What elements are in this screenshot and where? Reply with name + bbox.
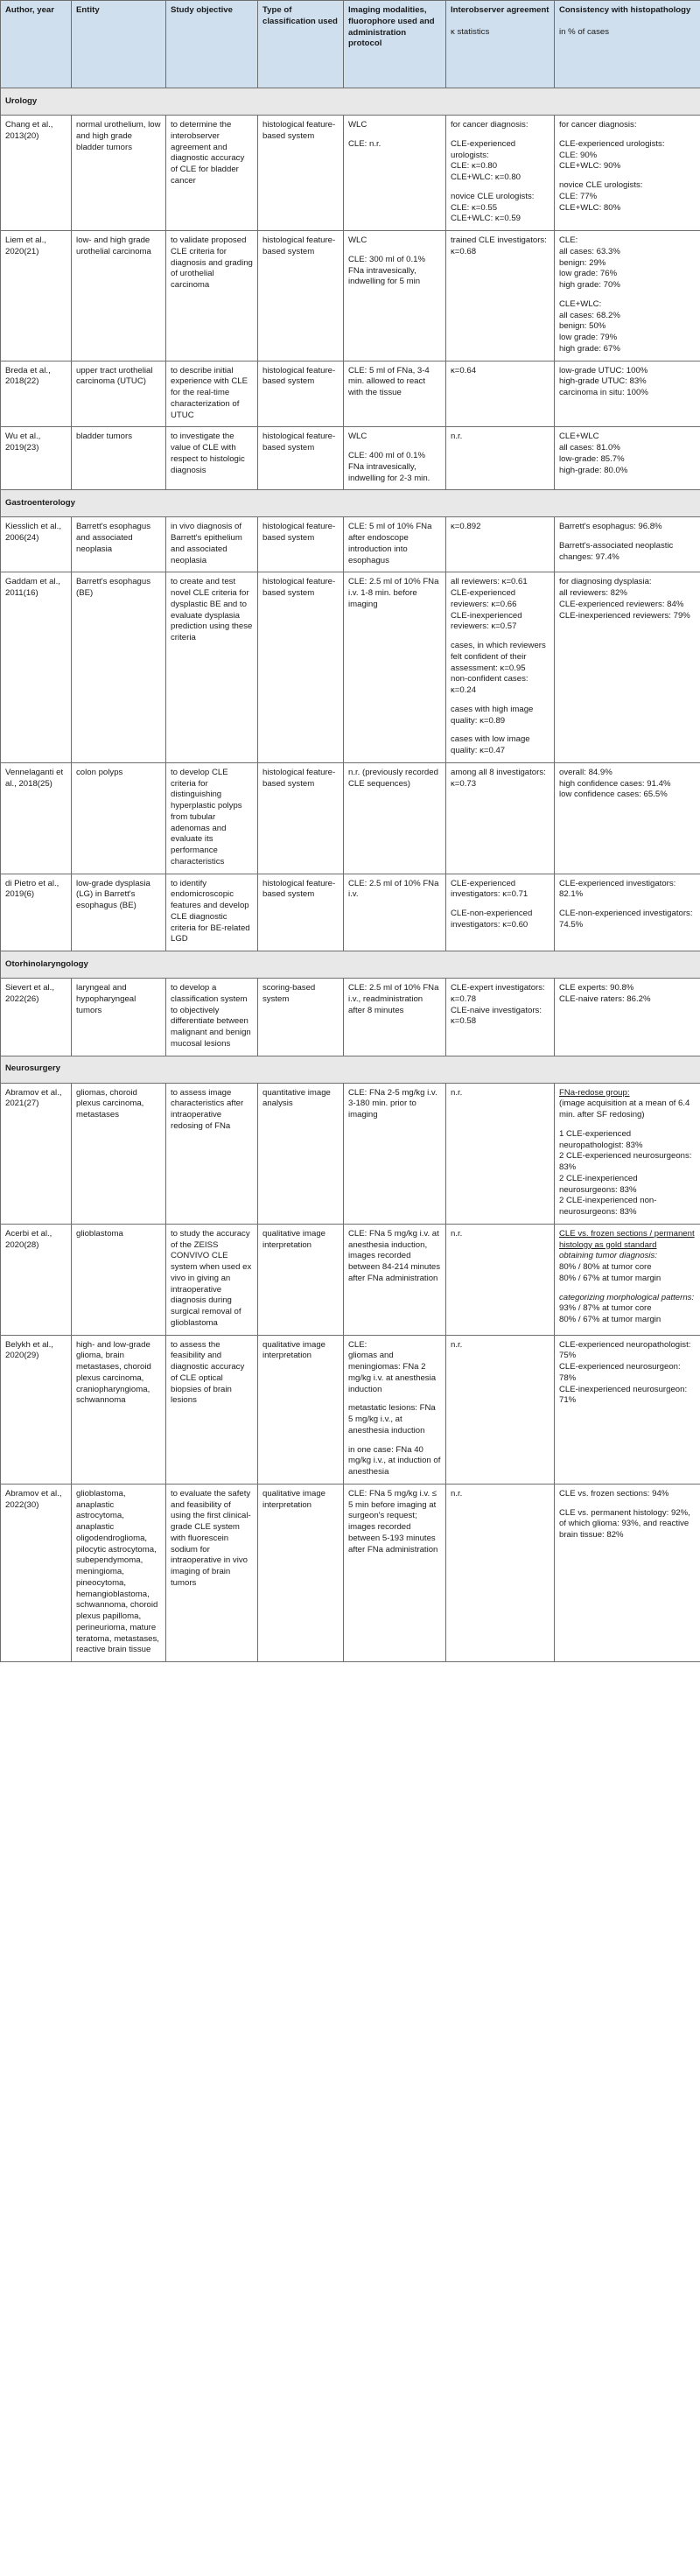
objective-cell xyxy=(166,427,258,490)
imaging-paragraph: WLC xyxy=(348,120,368,130)
objective-text: in vivo diagnosis of Barrett's epithelium and associated neoplasia xyxy=(171,522,242,565)
imaging-paragraph: in one case: FNa 40 mg/kg i.v., at induction of anesthesia xyxy=(348,1444,441,1477)
author-cell xyxy=(1,1484,72,1661)
classification-text: qualitative image interpretation xyxy=(262,1228,326,1250)
objective-cell xyxy=(166,1484,258,1661)
author-text: Abramov et al., 2021(27) xyxy=(5,1087,62,1109)
interobserver-cell xyxy=(446,231,555,361)
consistency-cell xyxy=(555,517,700,572)
author-cell xyxy=(1,517,72,572)
classification-cell xyxy=(258,1083,344,1224)
classification-cell xyxy=(258,1484,344,1661)
classification-cell xyxy=(258,361,344,427)
imaging-paragraph: WLC xyxy=(348,432,368,442)
classification-text: quantitative image analysis xyxy=(262,1087,331,1109)
interobserver-paragraph: n.r. xyxy=(451,1228,463,1239)
author-text: Vennelaganti et al., 2018(25) xyxy=(5,767,64,789)
consistency-paragraph: CLE experts: 90.8% CLE-naive raters: 86.2% xyxy=(559,983,651,1004)
imaging-cell xyxy=(344,572,446,763)
interobserver-paragraph: κ=0.892 xyxy=(451,522,481,532)
objective-text: to develop a classification system to objectively differentiate between malignant and benign mucosal lesions xyxy=(171,983,251,1049)
entity-text: low-grade dysplasia (LG) in Barrett's esophagus (BE) xyxy=(76,878,150,910)
classification-text: histological feature-based system xyxy=(262,365,336,387)
header-classification-title: Type of classification used xyxy=(262,5,338,26)
header-consistency-sub: in % of cases xyxy=(559,26,610,37)
interobserver-paragraph: n.r. xyxy=(451,1087,463,1098)
objective-text: to evaluate the safety and feasibility of using the first clinical-grade CLE system with fluorescein sodium for intraoperative in vivo imaging of brain tumors xyxy=(171,1488,251,1588)
consistency-paragraph: for diagnosing dysplasia: all reviewers: 82% CLE-experienced reviewers: 84% CLE-inexperienced reviewers: 79% xyxy=(559,577,690,621)
consistency-paragraph: CLE vs. frozen sections: 94% xyxy=(559,1488,669,1499)
consistency-cell xyxy=(555,979,700,1056)
consistency-paragraph: CLE-experienced investigators: 82.1% xyxy=(559,878,676,900)
consistency-cell xyxy=(555,572,700,763)
imaging-cell xyxy=(344,874,446,951)
objective-text: to determine the interobserver agreement and diagnostic accuracy of CLE for bladder cancer xyxy=(171,120,245,186)
entity-cell xyxy=(72,572,166,763)
interobserver-paragraph: among all 8 investigators: κ=0.73 xyxy=(451,767,546,789)
consistency-cell xyxy=(555,361,700,427)
entity-cell xyxy=(72,231,166,361)
objective-text: to investigate the value of CLE with respect to histologic diagnosis xyxy=(171,432,245,475)
consistency-paragraph: (image acquisition at a mean of 6.4 min. after SF redosing) xyxy=(559,1098,690,1120)
interobserver-cell xyxy=(446,1484,555,1661)
imaging-paragraph: CLE: 400 ml of 0.1% FNa intravesically, indwelling for 2-3 min. xyxy=(348,451,430,483)
author-cell xyxy=(1,1224,72,1335)
imaging-paragraph: CLE: 5 ml of 10% FNa after endoscope introduction into esophagus xyxy=(348,522,432,565)
classification-text: qualitative image interpretation xyxy=(262,1488,326,1510)
imaging-paragraph: CLE: FNa 5 mg/kg i.v. ≤ 5 min before imaging at surgeon's request; images recorded between 5-193 minutes after FNa administration xyxy=(348,1488,438,1555)
imaging-paragraph: CLE: 5 ml of FNa, 3-4 min. allowed to react with the tissue xyxy=(348,365,430,397)
consistency-paragraph: CLE-experienced urologists: CLE: 90% CLE+WLC: 90% xyxy=(559,138,665,172)
consistency-cell xyxy=(555,1224,700,1335)
imaging-cell xyxy=(344,427,446,490)
entity-text: Barrett's esophagus and associated neoplasia xyxy=(76,522,151,554)
entity-cell xyxy=(72,427,166,490)
entity-cell xyxy=(72,116,166,231)
imaging-cell xyxy=(344,116,446,231)
author-text: Belykh et al., 2020(29) xyxy=(5,1339,53,1361)
classification-cell xyxy=(258,1335,344,1484)
entity-cell xyxy=(72,1224,166,1335)
imaging-paragraph: metastatic lesions: FNa 5 mg/kg i.v., at anesthesia induction xyxy=(348,1403,436,1435)
header-author xyxy=(1,1,72,88)
author-cell xyxy=(1,361,72,427)
header-row xyxy=(1,1,700,88)
consistency-paragraph: 93% / 87% at tumor core 80% / 67% at tumor margin xyxy=(559,1303,662,1324)
entity-text: laryngeal and hypopharyngeal tumors xyxy=(76,983,136,1015)
section-row xyxy=(1,951,700,979)
section-row xyxy=(1,1056,700,1083)
entity-text: Barrett's esophagus (BE) xyxy=(76,577,151,598)
table-row xyxy=(1,1335,700,1484)
header-consistency xyxy=(555,1,700,88)
objective-cell xyxy=(166,572,258,763)
classification-cell xyxy=(258,427,344,490)
interobserver-cell xyxy=(446,116,555,231)
author-text: Breda et al., 2018(22) xyxy=(5,365,51,387)
header-objective-title: Study objective xyxy=(171,5,233,15)
consistency-cell xyxy=(555,1083,700,1224)
interobserver-cell xyxy=(446,762,555,874)
consistency-cell xyxy=(555,116,700,231)
objective-cell xyxy=(166,1224,258,1335)
imaging-paragraph: CLE: FNa 5 mg/kg i.v. at anesthesia induction, images recorded between 84-214 minutes after FNa administration xyxy=(348,1228,441,1283)
interobserver-cell xyxy=(446,572,555,763)
objective-text: to describe initial experience with CLE for the real-time characterization of UTUC xyxy=(171,365,248,420)
table-row xyxy=(1,762,700,874)
objective-cell xyxy=(166,762,258,874)
interobserver-cell xyxy=(446,1083,555,1224)
header-imaging-title: Imaging modalities, fluorophore used and administration protocol xyxy=(348,5,435,49)
interobserver-paragraph: n.r. xyxy=(451,1488,463,1499)
table-row xyxy=(1,572,700,763)
header-objective xyxy=(166,1,258,88)
imaging-cell xyxy=(344,1484,446,1661)
consistency-paragraph: CLE+WLC: all cases: 68.2% benign: 50% low grade: 79% high grade: 67% xyxy=(559,298,620,354)
author-text: Kiesslich et al., 2006(24) xyxy=(5,522,61,543)
imaging-cell xyxy=(344,1335,446,1484)
classification-text: histological feature-based system xyxy=(262,767,336,789)
entity-text: high- and low-grade glioma, brain metastases, choroid plexus carcinoma, craniopharyngioma, schwannoma xyxy=(76,1339,151,1406)
entity-text: glioblastoma xyxy=(76,1228,123,1239)
author-cell xyxy=(1,1083,72,1224)
consistency-cell xyxy=(555,874,700,951)
author-cell xyxy=(1,116,72,231)
consistency-paragraph: CLE-non-experienced investigators: 74.5% xyxy=(559,909,693,930)
entity-text: low- and high grade urothelial carcinoma xyxy=(76,235,151,256)
consistency-paragraph: 80% / 80% at tumor core 80% / 67% at tumor margin xyxy=(559,1262,662,1283)
classification-text: histological feature-based system xyxy=(262,878,336,900)
author-cell xyxy=(1,427,72,490)
consistency-cell xyxy=(555,427,700,490)
entity-text: glioblastoma, anaplastic astrocytoma, anaplastic oligodendroglioma, pilocytic astrocytoma, subependymoma, meningioma, pineocytoma, hemangioblastoma, schwannoma, choroid plexus papilloma, perineurioma, mature teratoma, metastases, reactive brain tissue xyxy=(76,1488,159,1655)
objective-text: to study the accuracy of the ZEISS CONVIVO CLE system when used ex vivo in giving an intraoperative diagnosis during surgical removal of glioblastoma xyxy=(171,1228,252,1328)
interobserver-paragraph: for cancer diagnosis: xyxy=(451,120,528,130)
header-interobserver-title: Interobserver agreement xyxy=(451,5,550,15)
imaging-paragraph: CLE: 2.5 ml of 10% FNa i.v. xyxy=(348,878,439,900)
consistency-lead: FNa-redose group: xyxy=(559,1087,630,1098)
interobserver-cell xyxy=(446,874,555,951)
objective-cell xyxy=(166,517,258,572)
table-row xyxy=(1,116,700,231)
classification-text: histological feature-based system xyxy=(262,577,336,598)
author-text: Wu et al., 2019(23) xyxy=(5,432,41,453)
interobserver-paragraph: CLE-experienced investigators: κ=0.71 xyxy=(451,878,528,900)
classification-cell xyxy=(258,1224,344,1335)
author-cell xyxy=(1,572,72,763)
interobserver-paragraph: CLE-experienced urologists: CLE: κ=0.80 CLE+WLC: κ=0.80 xyxy=(451,138,521,182)
header-interobserver xyxy=(446,1,555,88)
table-row xyxy=(1,1484,700,1661)
table-header xyxy=(1,1,700,88)
classification-cell xyxy=(258,572,344,763)
consistency-cell xyxy=(555,762,700,874)
author-cell xyxy=(1,874,72,951)
interobserver-paragraph: novice CLE urologists: CLE: κ=0.55 CLE+WLC: κ=0.59 xyxy=(451,191,535,224)
imaging-cell xyxy=(344,762,446,874)
consistency-paragraph: obtaining tumor diagnosis: xyxy=(559,1251,657,1261)
consistency-paragraph: CLE+WLC all cases: 81.0% low-grade: 85.7% high-grade: 80.0% xyxy=(559,432,628,475)
section-title: Otorhinolaryngology xyxy=(1,951,700,979)
interobserver-cell xyxy=(446,427,555,490)
imaging-paragraph: CLE: FNa 2-5 mg/kg i.v. 3-180 min. prior to imaging xyxy=(348,1087,438,1120)
entity-cell xyxy=(72,517,166,572)
author-text: Abramov et al., 2022(30) xyxy=(5,1488,62,1510)
classification-text: qualitative image interpretation xyxy=(262,1339,326,1361)
consistency-paragraph: CLE-experienced neuropathologist: 75% CLE-experienced neurosurgeon: 78% CLE-inexperienced neurosurgeon: 71% xyxy=(559,1339,691,1406)
imaging-cell xyxy=(344,231,446,361)
interobserver-paragraph: trained CLE investigators: κ=0.68 xyxy=(451,235,547,256)
interobserver-paragraph: cases with low image quality: κ=0.47 xyxy=(451,734,530,755)
interobserver-paragraph: CLE-non-experienced investigators: κ=0.60 xyxy=(451,909,533,930)
imaging-paragraph: CLE: 2.5 ml of 10% FNa i.v., readministration after 8 minutes xyxy=(348,983,439,1015)
entity-cell xyxy=(72,1083,166,1224)
header-entity-title: Entity xyxy=(76,5,100,15)
consistency-cell xyxy=(555,1484,700,1661)
table-row xyxy=(1,979,700,1056)
table-row xyxy=(1,874,700,951)
consistency-lead: CLE vs. frozen sections / permanent histology as gold standard xyxy=(559,1228,695,1250)
consistency-paragraph: novice CLE urologists: CLE: 77% CLE+WLC: 80% xyxy=(559,180,643,213)
objective-cell xyxy=(166,1335,258,1484)
author-cell xyxy=(1,762,72,874)
classification-cell xyxy=(258,231,344,361)
entity-cell xyxy=(72,762,166,874)
interobserver-paragraph: n.r. xyxy=(451,432,463,442)
header-imaging xyxy=(344,1,446,88)
author-cell xyxy=(1,231,72,361)
header-author-title: Author, year xyxy=(5,5,54,15)
header-classification xyxy=(258,1,344,88)
classification-text: histological feature-based system xyxy=(262,522,336,543)
section-title: Neurosurgery xyxy=(1,1056,700,1083)
section-row xyxy=(1,88,700,116)
objective-text: to create and test novel CLE criteria for dysplastic BE and to evaluate dysplasia prediction using these criteria xyxy=(171,577,253,642)
author-text: Sievert et al., 2022(26) xyxy=(5,983,54,1004)
interobserver-cell xyxy=(446,979,555,1056)
consistency-paragraph: 1 CLE-experienced neuropathologist: 83% 2 CLE-experienced neurosurgeons: 83% 2 CLE-inexperienced neurosurgeons: 83% 2 CLE-inexperienced non-neurosurgeons: 83% xyxy=(559,1128,692,1217)
classification-text: histological feature-based system xyxy=(262,120,336,141)
classification-cell xyxy=(258,979,344,1056)
consistency-cell xyxy=(555,1335,700,1484)
entity-text: gliomas, choroid plexus carcinoma, metastases xyxy=(76,1087,144,1120)
author-cell xyxy=(1,979,72,1056)
imaging-paragraph: WLC xyxy=(348,235,368,245)
classification-cell xyxy=(258,762,344,874)
table-row xyxy=(1,427,700,490)
author-text: Chang et al., 2013(20) xyxy=(5,120,53,141)
consistency-paragraph: for cancer diagnosis: xyxy=(559,120,637,130)
imaging-cell xyxy=(344,1224,446,1335)
author-text: Liem et al., 2020(21) xyxy=(5,235,46,256)
entity-cell xyxy=(72,979,166,1056)
entity-cell xyxy=(72,1335,166,1484)
consistency-paragraph: CLE: all cases: 63.3% benign: 29% low grade: 76% high grade: 70% xyxy=(559,235,620,290)
imaging-cell xyxy=(344,1083,446,1224)
classification-cell xyxy=(258,517,344,572)
table-row xyxy=(1,1083,700,1224)
imaging-cell xyxy=(344,361,446,427)
objective-cell xyxy=(166,979,258,1056)
header-consistency-title: Consistency with histopathology xyxy=(559,5,691,15)
objective-text: to assess image characteristics after intraoperative redosing of FNa xyxy=(171,1087,244,1131)
objective-text: to develop CLE criteria for distinguishing hyperplastic polyps from tubular adenomas and evaluate its performance characteristics xyxy=(171,767,242,867)
classification-cell xyxy=(258,874,344,951)
imaging-paragraph: CLE: n.r. xyxy=(348,138,382,149)
classification-text: histological feature-based system xyxy=(262,235,336,256)
entity-text: colon polyps xyxy=(76,767,123,777)
entity-cell xyxy=(72,874,166,951)
header-entity xyxy=(72,1,166,88)
consistency-cell xyxy=(555,231,700,361)
objective-text: to identify endomicroscopic features and develop CLE diagnostic criteria for BE-related LGD xyxy=(171,878,250,944)
interobserver-paragraph: n.r. xyxy=(451,1339,463,1350)
objective-cell xyxy=(166,231,258,361)
table-body xyxy=(1,88,700,1662)
objective-cell xyxy=(166,116,258,231)
author-cell xyxy=(1,1335,72,1484)
objective-text: to validate proposed CLE criteria for diagnosis and grading of urothelial carcinoma xyxy=(171,235,253,290)
header-interobserver-sub: κ statistics xyxy=(451,26,490,37)
table-row xyxy=(1,231,700,361)
objective-cell xyxy=(166,361,258,427)
author-text: Gaddam et al., 2011(16) xyxy=(5,577,60,598)
interobserver-paragraph: CLE-expert investigators: κ=0.78 CLE-naive investigators: κ=0.58 xyxy=(451,983,545,1027)
classification-text: scoring-based system xyxy=(262,983,316,1004)
section-title: Urology xyxy=(1,88,700,116)
section-title: Gastroenterology xyxy=(1,490,700,517)
consistency-paragraph: low-grade UTUC: 100% high-grade UTUC: 83% carcinoma in situ: 100% xyxy=(559,365,648,397)
imaging-paragraph: CLE: gliomas and meningiomas: FNa 2 mg/kg i.v. at anesthesia induction xyxy=(348,1339,437,1394)
section-row xyxy=(1,490,700,517)
interobserver-paragraph: cases with high image quality: κ=0.89 xyxy=(451,704,534,726)
entity-cell xyxy=(72,361,166,427)
table-row xyxy=(1,361,700,427)
consistency-paragraph: CLE vs. permanent histology: 92%, of which glioma: 93%, and reactive brain tissue: 82% xyxy=(559,1507,690,1540)
table-row xyxy=(1,517,700,572)
entity-text: upper tract urothelial carcinoma (UTUC) xyxy=(76,365,153,387)
imaging-paragraph: n.r. (previously recorded CLE sequences) xyxy=(348,767,438,789)
objective-cell xyxy=(166,874,258,951)
imaging-cell xyxy=(344,979,446,1056)
interobserver-cell xyxy=(446,361,555,427)
consistency-paragraph: Barrett's esophagus: 96.8% xyxy=(559,522,662,532)
interobserver-cell xyxy=(446,517,555,572)
interobserver-cell xyxy=(446,1335,555,1484)
entity-cell xyxy=(72,1484,166,1661)
interobserver-paragraph: all reviewers: κ=0.61 CLE-experienced reviewers: κ=0.66 CLE-inexperienced reviewers: κ=0.57 xyxy=(451,577,528,632)
entity-text: normal urothelium, low and high grade bladder tumors xyxy=(76,120,161,152)
author-text: Acerbi et al., 2020(28) xyxy=(5,1228,52,1250)
interobserver-paragraph: κ=0.64 xyxy=(451,365,477,376)
consistency-paragraph: Barrett's-associated neoplastic changes: 97.4% xyxy=(559,541,674,562)
imaging-paragraph: CLE: 2.5 ml of 10% FNa i.v. 1-8 min. before imaging xyxy=(348,577,439,609)
imaging-cell xyxy=(344,517,446,572)
objective-text: to assess the feasibility and diagnostic accuracy of CLE optical biopsies of brain lesions xyxy=(171,1339,245,1406)
classification-cell xyxy=(258,116,344,231)
consistency-paragraph: categorizing morphological patterns: xyxy=(559,1292,695,1302)
imaging-paragraph: CLE: 300 ml of 0.1% FNa intravesically, indwelling for 5 min xyxy=(348,254,425,287)
author-text: di Pietro et al., 2019(6) xyxy=(5,878,60,900)
interobserver-paragraph: cases, in which reviewers felt confident of their assessment: κ=0.95 non-confident cases: κ=0.24 xyxy=(451,641,546,695)
consistency-paragraph: overall: 84.9% high confidence cases: 91.4% low confidence cases: 65.5% xyxy=(559,767,671,800)
table-row xyxy=(1,1224,700,1335)
classification-text: histological feature-based system xyxy=(262,432,336,453)
interobserver-cell xyxy=(446,1224,555,1335)
objective-cell xyxy=(166,1083,258,1224)
entity-text: bladder tumors xyxy=(76,432,132,442)
